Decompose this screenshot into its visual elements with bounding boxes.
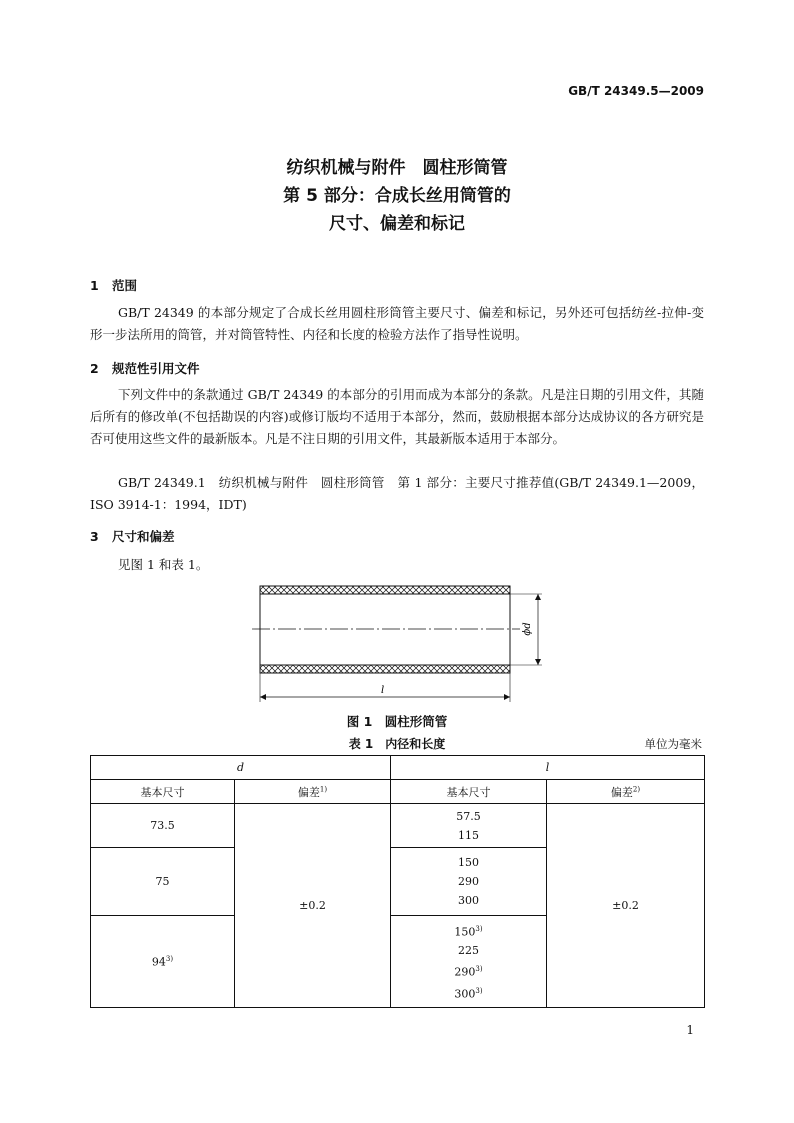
section-1-title: 范围 [112, 278, 138, 293]
note-ref: 3) [165, 954, 174, 963]
d-tolerance-value: ±0.2 [235, 804, 391, 1008]
section-2-reference: GB/T 24349.1 纺织机械与附件 圆柱形筒管 第 1 部分：主要尺寸推荐值(GB/T 24349.1—2009，ISO 3914-1：1994，IDT) [90, 475, 704, 512]
tube-wall-bottom [260, 665, 510, 673]
title-line-2: 第 5 部分：合成长丝用筒管的 [283, 186, 511, 206]
section-3-text: 见图 1 和表 1。 [118, 557, 209, 572]
header-l: l [391, 756, 705, 780]
d-value: 94$^{3)}$ [91, 916, 235, 1008]
length-label: l [381, 685, 385, 696]
section-1-heading [90, 276, 137, 294]
figure-caption: 图 1 圆柱形筒管 [346, 714, 448, 729]
section-2-heading [90, 359, 200, 377]
note-ref: 1) [319, 784, 328, 793]
header-d-tolerance: 偏差$^{1)}$ [235, 780, 391, 804]
section-2-text: 下列文件中的条款通过 GB/T 24349 的本部分的引用而成为本部分的条款。凡是注日期的引用文件，其随后所有的修改单(不包括勘误的内容)或修订版均不适用于本部分，然而，鼓励根据本部分达成协议的各方研究是否可使用这些文件的最新版本。凡是不注日期的引用文件，其最新版本适用于本部分。 [90, 387, 704, 446]
table-caption: 表 1 内径和长度 [348, 737, 446, 751]
header-d-base: 基本尺寸 [91, 780, 235, 804]
d-value: 75 [91, 848, 235, 916]
section-1-text: GB/T 24349 的本部分规定了合成长丝用圆柱形筒管主要尺寸、偏差和标记，另外还可包括纺丝-拉伸-变形一步法所用的筒管，并对筒管特性、内径和长度的检验方法作了指导性说明。 [90, 305, 704, 342]
section-3-title: 尺寸和偏差 [112, 529, 175, 544]
section-2-number: 2 [90, 361, 99, 376]
d-value: 73.5 [91, 804, 235, 848]
l-values: 150$^{3)}$ 225 290$^{3)}$ 300$^{3)}$ [391, 916, 547, 1008]
header-l-base: 基本尺寸 [391, 780, 547, 804]
bobbin-figure [230, 578, 560, 703]
title-line-3: 尺寸、偏差和标记 [329, 214, 465, 234]
l-tolerance-value: ±0.2 [547, 804, 705, 1008]
header-d: d [91, 756, 391, 780]
header-l-tolerance: 偏差$^{2)}$ [547, 780, 705, 804]
diameter-label-d: d [522, 622, 533, 629]
note-ref: 2) [632, 784, 641, 793]
section-2-title: 规范性引用文件 [112, 361, 200, 376]
dimensions-table [90, 755, 705, 1008]
section-3-number: 3 [90, 529, 99, 544]
l-values: 57.5 115 [391, 804, 547, 848]
title-line-1: 纺织机械与附件 圆柱形筒管 [286, 158, 508, 178]
table-row [91, 804, 705, 848]
diameter-label: ϕd [522, 622, 533, 636]
standard-code: GB/T 24349.5—2009 [568, 84, 704, 98]
section-3-heading [90, 527, 175, 545]
page-number: 1 [686, 1023, 694, 1037]
section-1-number: 1 [90, 278, 99, 293]
tube-wall-top [260, 586, 510, 594]
l-values: 150 290 300 [391, 848, 547, 916]
table-unit: 单位为毫米 [644, 737, 702, 751]
